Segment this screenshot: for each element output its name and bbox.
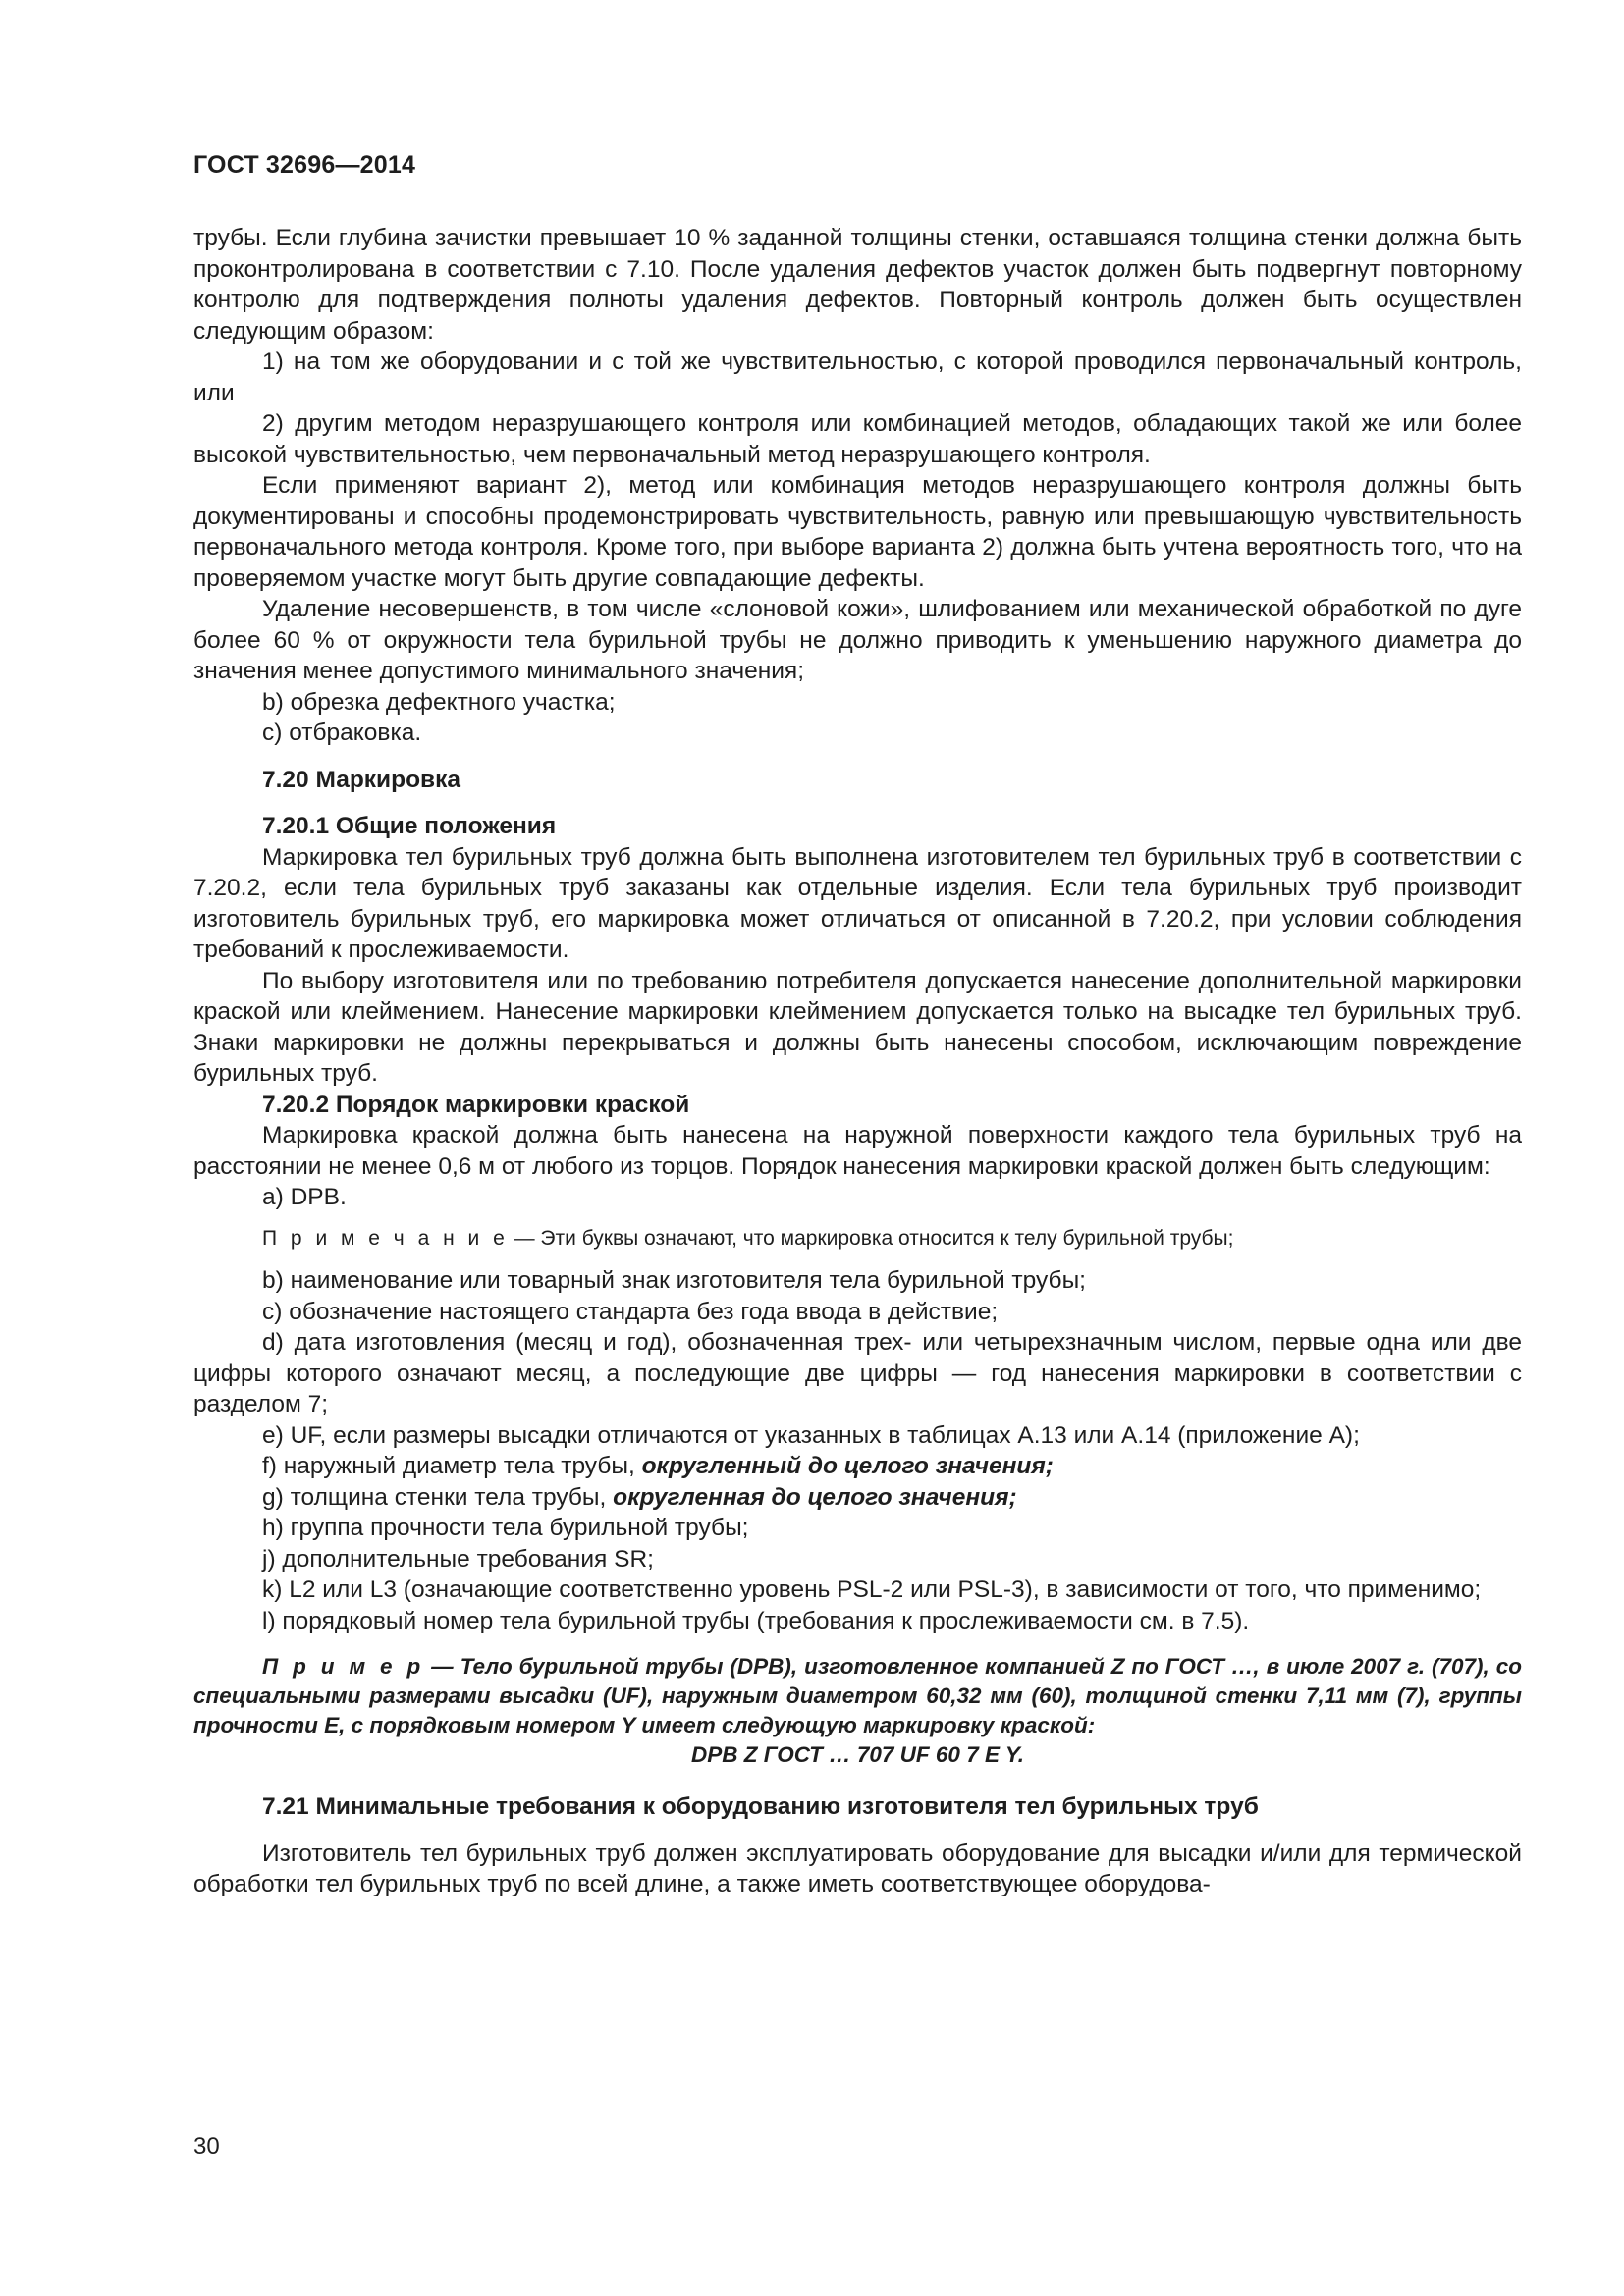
list-item: d) дата изготовления (месяц и год), обозначенная трех- или четырехзначным числом, первые одна или две цифры которого означают месяц, а последующие две цифры — год нанесения маркировки в соответствии с разделом 7;: [193, 1329, 1522, 1417]
list-item: k) L2 или L3 (означающие соответственно уровень PSL-2 или PSL-3), в зависимости от того, что применимо;: [262, 1576, 1482, 1603]
list-item: a) DPB.: [262, 1184, 347, 1210]
example-label: П р и м е р: [262, 1654, 425, 1679]
item-emphasis: округленная до целого значения;: [613, 1483, 1017, 1511]
list-item: c) отбраковка.: [262, 720, 422, 746]
list-item: c) обозначение настоящего стандарта без года ввода в действие;: [262, 1298, 999, 1325]
note-text: — Эти буквы означают, что маркировка относится к телу бурильной трубы;: [508, 1226, 1234, 1250]
list-item: b) наименование или товарный знак изготовителя тела бурильной трубы;: [262, 1267, 1086, 1294]
list-item: b) обрезка дефектного участка;: [262, 688, 616, 716]
paragraph: Маркировка тел бурильных труб должна быть выполнена изготовителем тел бурильных труб в соответствии с 7.20.2, если тела бурильных труб заказаны как отдельные изделия. Если тела бурильных труб производит изготовитель бурильных труб, его маркировка может отличаться от описанной в 7.20.2, при условии соблюдения требований к прослеживаемости.: [193, 843, 1522, 963]
item-text: g) толщина стенки тела трубы,: [262, 1483, 614, 1511]
page-number: 30: [193, 2133, 220, 2160]
example-text: — Тело бурильной трубы (DPB), изготовленное компанией Z по ГОСТ …, в июле 2007 г. (707), со специальными размерами высадки (UF), наружным диаметром 60,32 мм (60), толщиной стенки 7,11 мм (7), группы прочности Е, с порядковым номером Y имеет следующую маркировку краской:: [193, 1654, 1522, 1737]
paragraph: Изготовитель тел бурильных труб должен эксплуатировать оборудование для высадки и/или для термической обработки тел бурильных труб по всей длине, а также иметь соответствующее оборудова-: [193, 1840, 1522, 1897]
page-body: [193, 223, 1522, 1900]
paragraph: По выбору изготовителя или по требованию потребителя допускается нанесение дополнительной маркировки краской или клеймением. Нанесение маркировки клеймением допускается только на высадке тел бурильных труб. Знаки маркировки не должны перекрываться и должны быть нанесены способом, исключающим повреждение бурильных труб.: [193, 967, 1522, 1087]
paragraph: трубы. Если глубина зачистки превышает 10 % заданной толщины стенки, оставшаяся толщина стенки должна быть проконтролирована в соответствии с 7.10. После удаления дефектов участок должен быть подвергнут повторному контролю для подтверждения полноты удаления дефектов. Повторный контроль должен быть осуществлен следующим образом:: [193, 225, 1522, 345]
list-item: j) дополнительные требования SR;: [262, 1545, 654, 1573]
subsection-heading-7-20-2: 7.20.2 Порядок маркировки краской: [262, 1091, 690, 1118]
list-item: [193, 1482, 1522, 1514]
list-item: [193, 1451, 1522, 1482]
list-item: 2) другим методом неразрушающего контроля или комбинацией методов, обладающих такой же или более высокой чувствительностью, чем первоначальный метод неразрушающего контроля.: [193, 410, 1522, 468]
example-marking-code: DPB Z ГОСТ … 707 UF 60 7 E Y.: [690, 1742, 1025, 1767]
section-heading-7-20: 7.20 Маркировка: [262, 766, 460, 793]
list-item: 1) на том же оборудовании и с той же чувствительностью, с которой проводился первоначальный контроль, или: [193, 348, 1522, 406]
subsection-heading-7-20-1: 7.20.1 Общие положения: [262, 813, 557, 839]
item-text: f) наружный диаметр тела трубы,: [262, 1453, 642, 1479]
example-block: [193, 1652, 1522, 1740]
list-item: e) UF, если размеры высадки отличаются от указанных в таблицах А.13 или А.14 (приложение А);: [262, 1421, 1360, 1449]
paragraph: Маркировка краской должна быть нанесена на наружной поверхности каждого тела бурильных труб на расстоянии не менее 0,6 м от любого из торцов. Порядок нанесения маркировки краской должен быть следующим:: [193, 1122, 1522, 1180]
list-item: l) порядковый номер тела бурильной трубы (требования к прослеживаемости см. в 7.5).: [262, 1607, 1250, 1634]
item-emphasis: округленный до целого значения;: [641, 1453, 1054, 1479]
paragraph: Удаление несовершенств, в том числе «слоновой кожи», шлифованием или механической обработкой по дуге более 60 % от окружности тела бурильной трубы не должно приводить к уменьшению наружного диаметра до значения менее допустимого минимального значения;: [193, 596, 1522, 684]
note-label: П р и м е ч а н и е: [262, 1226, 509, 1250]
note: [193, 1223, 1522, 1255]
section-heading-7-21: 7.21 Минимальные требования к оборудованию изготовителя тел бурильных труб: [262, 1793, 1259, 1820]
list-item: h) группа прочности тела бурильной трубы;: [262, 1515, 749, 1541]
paragraph: Если применяют вариант 2), метод или комбинация методов неразрушающего контроля должны быть документированы и способны продемонстрировать чувствительность, равную или превышающую чувствительность первоначального метода контроля. Кроме того, при выборе варианта 2) должна быть учтена вероятность того, что на проверяемом участке могут быть другие совпадающие дефекты.: [193, 472, 1522, 592]
document-header: ГОСТ 32696—2014: [193, 151, 416, 179]
